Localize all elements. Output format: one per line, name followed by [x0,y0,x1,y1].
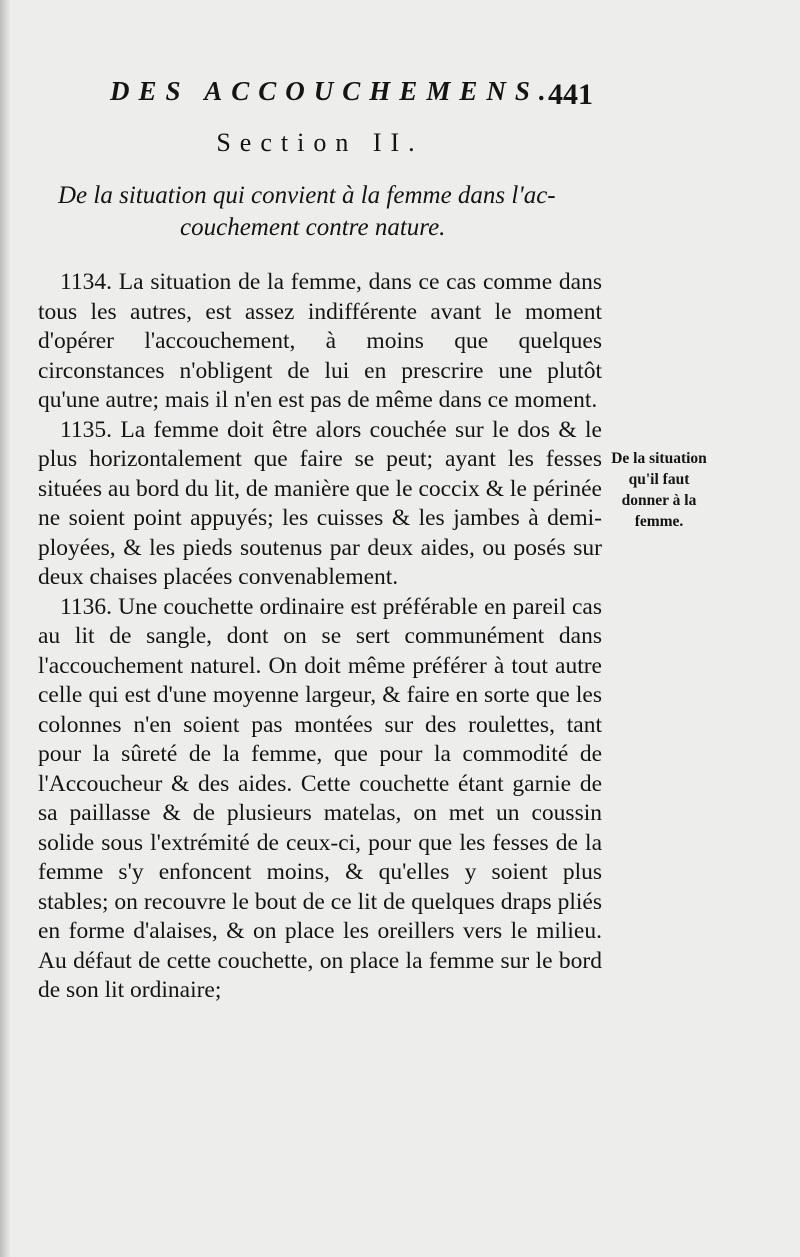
section-heading: Section II. [216,128,424,157]
marginal-note: De la situation qu'il faut donner à la femme. [611,450,707,530]
body-text [38,268,602,1006]
paragraph-1135: 1135. La femme doit être alors couchée sur le dos & le plus horizontalement que faire se peut; ayant les fesses situées au bord du lit, de manière que le coccix & le périnée ne soient point appuyés; les cuisses & les jambes à demi-ployées, & les pieds soutenus par deux aides, ou posés sur deux chaises placées convenablement. [38,416,602,590]
paragraph-1136: 1136. Une couchette ordinaire est préférable en pareil cas au lit de sangle, dont on se sert communément dans l'accouchement naturel. On doit même préférer à tout autre celle qui est d'une moyenne largeur, & faire en sorte que les colonnes n'en soient pas montées sur des roulettes, tant pour la sûreté de la femme, que pour la commodité de l'Accoucheur & des aides. Cette couchette étant garnie de sa paillasse & de plusieurs matelas, on met un coussin solide sous l'extrémité de ceux-ci, pour que les fesses de la femme s'y enfoncent moins, & qu'elles y soient plus stables; on recouvre le bout de ce lit de quelques draps pliés en forme d'alaises, & on place les oreillers vers le milieu. Au défaut de cette couchette, on place la femme sur le bord de son lit ordinaire; [38,593,602,1003]
paragraph-1134: 1134. La situation de la femme, dans ce cas comme dans tous les autres, est assez indifférente avant le moment d'opérer l'accouchement, à moins que quelques circonstances n'obligent de lui en prescrire une plutôt qu'une autre; mais il n'en est pas de même dans ce moment. [38,269,602,413]
subtitle-line-2: couchement contre nature. [180,214,446,241]
subtitle-line-1: De la situation qui convient à la femme dans l'ac- [58,182,556,209]
section-subtitle [58,180,598,244]
page-number: 441 [548,78,593,111]
page-edge-shadow [0,0,10,1257]
running-head: DES ACCOUCHEMENS. [110,76,555,106]
